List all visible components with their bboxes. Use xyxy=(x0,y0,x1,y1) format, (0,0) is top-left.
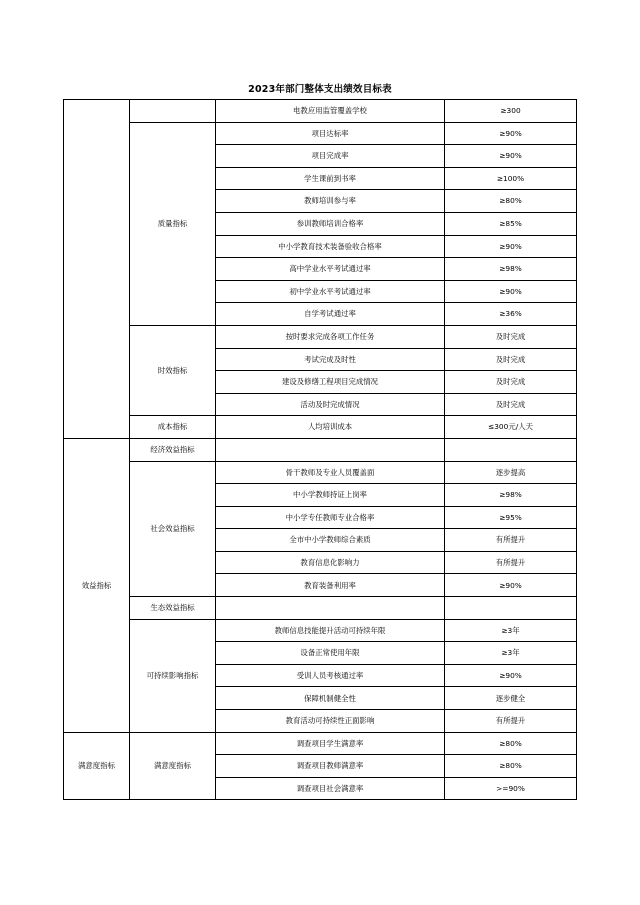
target-value-cell: ≥3年 xyxy=(445,642,577,665)
level3-indicator-cell xyxy=(216,597,445,620)
target-value-cell: ≥90% xyxy=(445,235,577,258)
level3-indicator-cell: 教师培训参与率 xyxy=(216,190,445,213)
target-value-cell: 逐步提高 xyxy=(445,461,577,484)
table-row xyxy=(64,416,577,439)
level3-indicator-cell: 受训人员考核通过率 xyxy=(216,664,445,687)
level3-indicator-cell: 电教应用监管覆盖学校 xyxy=(216,100,445,123)
level3-indicator-cell: 教育装备利用率 xyxy=(216,574,445,597)
target-value-cell: ≥90% xyxy=(445,574,577,597)
level3-indicator-cell: 教育信息化影响力 xyxy=(216,551,445,574)
target-value-cell: ≤300元/人天 xyxy=(445,416,577,439)
level2-indicator-cell: 生态效益指标 xyxy=(130,597,216,620)
performance-target-table xyxy=(63,99,577,800)
level3-indicator-cell: 调查项目学生满意率 xyxy=(216,732,445,755)
target-value-cell xyxy=(445,597,577,620)
target-value-cell: ≥80% xyxy=(445,190,577,213)
level2-indicator-cell: 时效指标 xyxy=(130,325,216,415)
target-value-cell: ≥36% xyxy=(445,303,577,326)
table-row xyxy=(64,325,577,348)
target-value-cell: ≥98% xyxy=(445,484,577,507)
level3-indicator-cell: 高中学业水平考试通过率 xyxy=(216,258,445,281)
target-value-cell: ≥80% xyxy=(445,755,577,778)
target-value-cell: 及时完成 xyxy=(445,371,577,394)
level3-indicator-cell: 全市中小学教师综合素质 xyxy=(216,529,445,552)
level2-indicator-cell xyxy=(130,100,216,123)
target-value-cell: 及时完成 xyxy=(445,325,577,348)
target-value-cell: ≥300 xyxy=(445,100,577,123)
target-value-cell: ≥90% xyxy=(445,145,577,168)
level3-indicator-cell: 初中学业水平考试通过率 xyxy=(216,280,445,303)
table-row xyxy=(64,461,577,484)
table-row xyxy=(64,619,577,642)
level2-indicator-cell: 质量指标 xyxy=(130,122,216,325)
level3-indicator-cell: 中小学教师持证上岗率 xyxy=(216,484,445,507)
level3-indicator-cell: 中小学教育技术装备验收合格率 xyxy=(216,235,445,258)
table-row xyxy=(64,438,577,461)
target-value-cell: ≥90% xyxy=(445,122,577,145)
target-value-cell: ≥90% xyxy=(445,664,577,687)
target-value-cell: 逐步健全 xyxy=(445,687,577,710)
level2-indicator-cell: 社会效益指标 xyxy=(130,461,216,597)
level3-indicator-cell: 人均培训成本 xyxy=(216,416,445,439)
level3-indicator-cell: 活动及时完成情况 xyxy=(216,393,445,416)
target-value-cell: 及时完成 xyxy=(445,393,577,416)
target-value-cell: 及时完成 xyxy=(445,348,577,371)
level3-indicator-cell: 项目达标率 xyxy=(216,122,445,145)
level3-indicator-cell: 保障机制健全性 xyxy=(216,687,445,710)
level3-indicator-cell: 自学考试通过率 xyxy=(216,303,445,326)
target-value-cell: 有所提升 xyxy=(445,551,577,574)
table-row xyxy=(64,732,577,755)
target-value-cell xyxy=(445,438,577,461)
level1-indicator-cell xyxy=(64,100,130,439)
level3-indicator-cell: 教育活动可持续性正面影响 xyxy=(216,710,445,733)
level3-indicator-cell: 骨干教师及专业人员覆盖面 xyxy=(216,461,445,484)
table-row xyxy=(64,100,577,123)
level3-indicator-cell: 调查项目教师满意率 xyxy=(216,755,445,778)
table-row xyxy=(64,122,577,145)
level3-indicator-cell xyxy=(216,438,445,461)
level1-indicator-cell: 效益指标 xyxy=(64,438,130,732)
level3-indicator-cell: 设备正常使用年限 xyxy=(216,642,445,665)
target-value-cell: ≥90% xyxy=(445,280,577,303)
target-value-cell: 有所提升 xyxy=(445,710,577,733)
level3-indicator-cell: 学生课前到书率 xyxy=(216,167,445,190)
target-value-cell: ≥95% xyxy=(445,506,577,529)
level2-indicator-cell: 可持续影响指标 xyxy=(130,619,216,732)
target-value-cell: ≥100% xyxy=(445,167,577,190)
target-value-cell: 有所提升 xyxy=(445,529,577,552)
level3-indicator-cell: 建设及修缮工程项目完成情况 xyxy=(216,371,445,394)
level3-indicator-cell: 按时要求完成各项工作任务 xyxy=(216,325,445,348)
level3-indicator-cell: 项目完成率 xyxy=(216,145,445,168)
level3-indicator-cell: 教师信息技能提升活动可持续年限 xyxy=(216,619,445,642)
table-body xyxy=(64,100,577,800)
target-value-cell: ≥80% xyxy=(445,732,577,755)
level2-indicator-cell: 经济效益指标 xyxy=(130,438,216,461)
level3-indicator-cell: 调查项目社会满意率 xyxy=(216,777,445,800)
target-value-cell: ≥98% xyxy=(445,258,577,281)
target-value-cell: ≥3年 xyxy=(445,619,577,642)
target-value-cell: ≥85% xyxy=(445,212,577,235)
level2-indicator-cell: 成本指标 xyxy=(130,416,216,439)
level3-indicator-cell: 参训教师培训合格率 xyxy=(216,212,445,235)
level1-indicator-cell: 满意度指标 xyxy=(64,732,130,800)
level2-indicator-cell: 满意度指标 xyxy=(130,732,216,800)
target-value-cell: >=90% xyxy=(445,777,577,800)
level3-indicator-cell: 中小学专任教师专业合格率 xyxy=(216,506,445,529)
table-row xyxy=(64,597,577,620)
level3-indicator-cell: 考试完成及时性 xyxy=(216,348,445,371)
table-title: 2023年部门整体支出绩效目标表 xyxy=(248,84,392,95)
